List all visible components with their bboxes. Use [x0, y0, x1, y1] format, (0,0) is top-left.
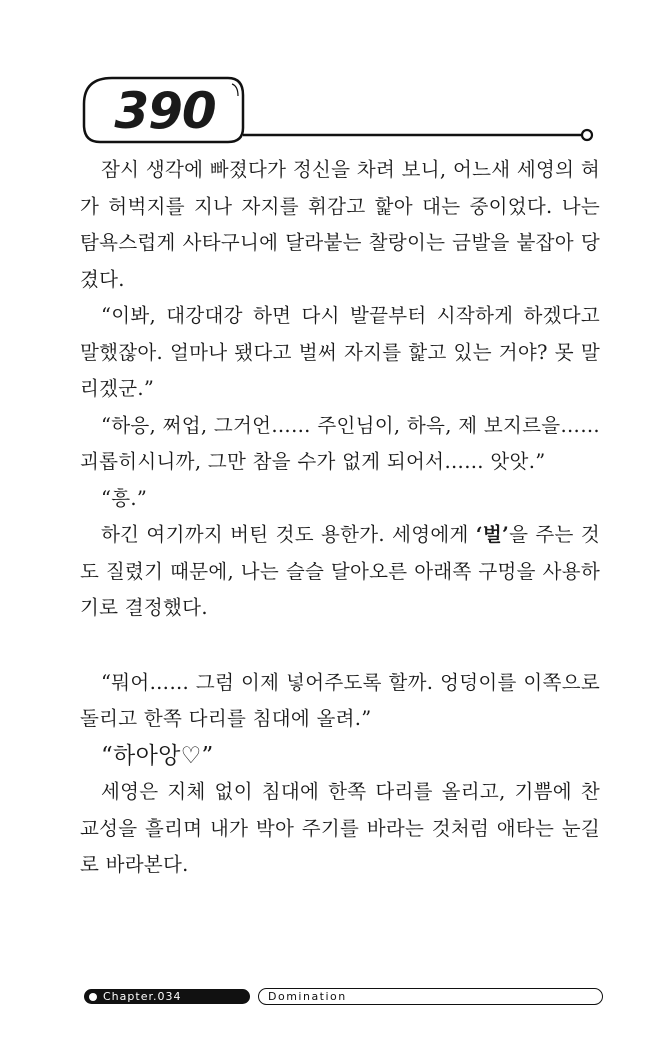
paragraph-text: 을 주는 것도 질렸기 때문에, 나는 슬슬 달아오른 아래쪽 구멍을 사용하기로 결정했다. [80, 523, 600, 619]
dot-icon [89, 993, 97, 1001]
body-text [80, 152, 600, 884]
paragraph: 세영은 지체 없이 침대에 한쪽 다리를 올리고, 기쁨에 찬 교성을 흘리며 내가 박아 주기를 바라는 것처럼 애타는 눈길로 바라본다. [80, 780, 600, 876]
paragraph: “흥.” [101, 486, 148, 510]
paragraph: “뭐어…… 그럼 이제 넣어주도록 할까. 엉덩이를 이쪽으로 돌리고 한쪽 다리를 침대에 올려.” [80, 670, 600, 730]
chapter-label: Chapter.034 [103, 990, 182, 1003]
paragraph [80, 517, 600, 627]
chapter-badge [84, 989, 250, 1004]
paragraph-text: 하긴 여기까지 버틴 것도 용한가. 세영에게 [101, 523, 476, 546]
page-number-frame [0, 0, 667, 150]
book-title-pill [258, 988, 603, 1005]
paragraph-gap [80, 627, 600, 665]
paragraph: “하응, 쩌업, 그거언…… 주인님이, 하윽, 제 보지르을…… 괴롭히시니까, 그만 참을 수가 없게 되어서…… 앗앗.” [80, 413, 600, 473]
page-header [0, 0, 667, 150]
emphasis-text: ‘벌’ [475, 523, 510, 546]
paragraph: “이봐, 대강대강 하면 다시 발끝부터 시작하게 하겠다고 말했잖아. 얼마나 됐다고 벌써 자지를 핥고 있는 거야? 못 말리겠군.” [80, 304, 600, 400]
paragraph: “하아앙♡” [101, 742, 214, 769]
page-footer [84, 987, 596, 1007]
paragraph: 잠시 생각에 빠졌다가 정신을 차려 보니, 어느새 세영의 혀가 허벅지를 지나 자지를 휘감고 핥아 대는 중이었다. 나는 탐욕스럽게 사타구니에 달라붙는 찰랑이는 금발을 붙잡아 당겼다. [80, 158, 600, 291]
book-title: Domination [268, 990, 347, 1003]
page-number: 390 [114, 82, 216, 140]
